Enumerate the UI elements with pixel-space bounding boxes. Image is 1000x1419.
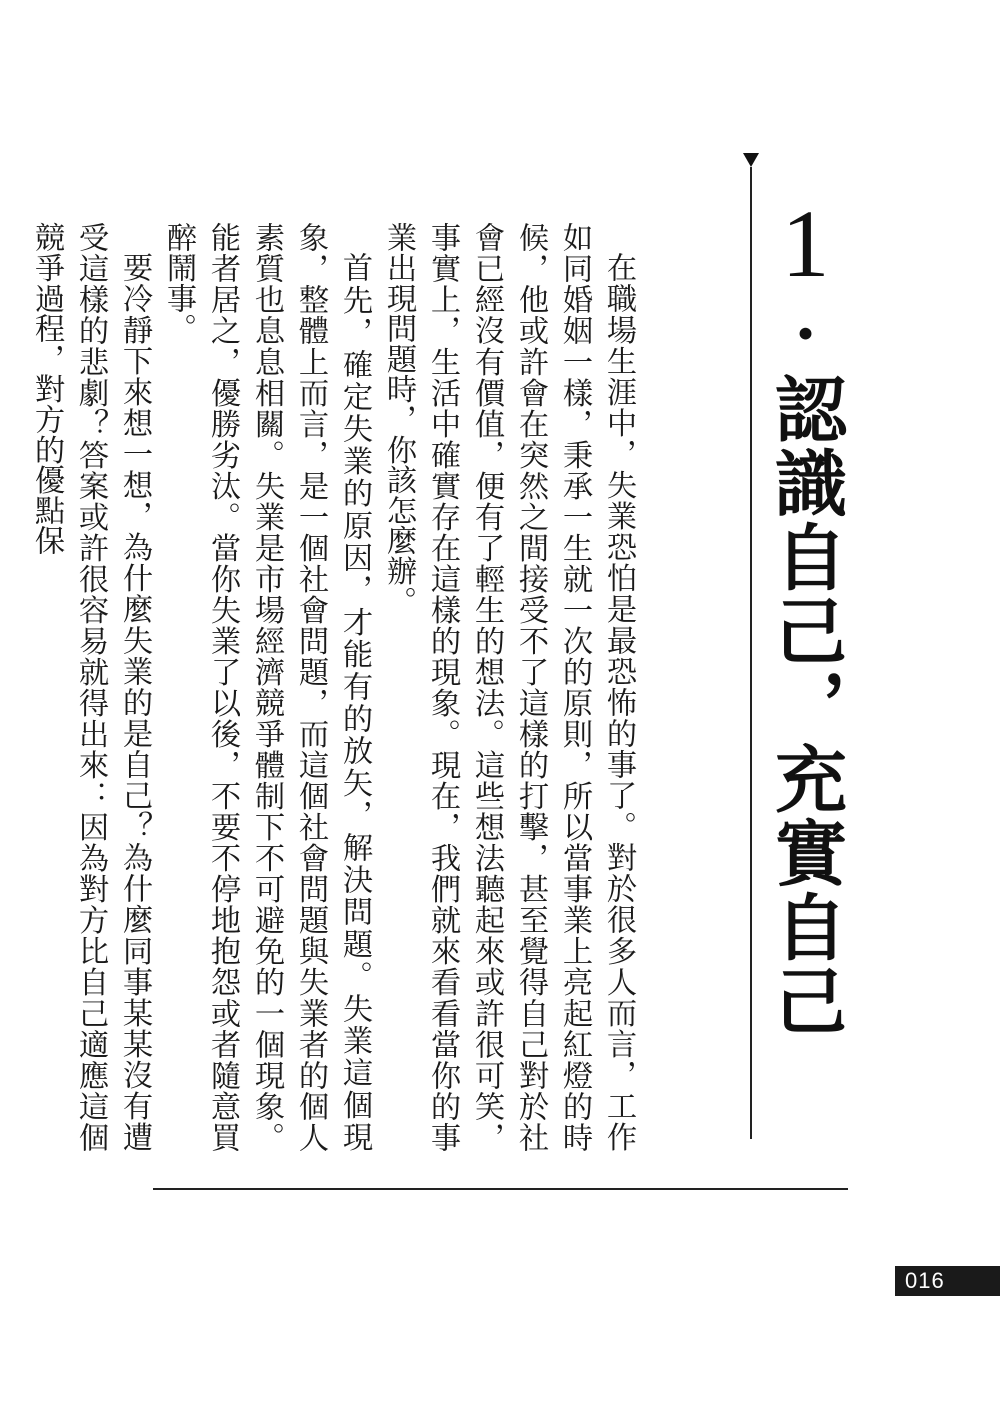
chapter-separator: ·: [768, 297, 843, 372]
body-text: [24, 222, 640, 1152]
heading-vertical-rule: [750, 167, 752, 1139]
paragraph-1: 在職場生涯中，失業恐怕是最恐怖的事了。對於很多人而言，工作如同婚姻一樣，秉承一生就一次的原則，所以當事業上亮起紅燈的時候，他或許會在突然之間接受不了這樣的打擊，甚至覺得自己對於社會已經沒有價值，便有了輕生的想法。這些想法聽起來或許很可笑，事實上，生活中確實存在這樣的現象。現在，我們就來看看當你的事業出現問題時，你該怎麼辦。: [381, 222, 636, 1152]
paragraph-3: 要冷靜下來想一想，為什麼失業的是自己？為什麼同事某某沒有遭受這樣的悲劇？答案或許很容易就得出來：因為對方比自己適應這個競爭過程，對方的優點保: [29, 222, 152, 1152]
footer-horizontal-rule: [153, 1188, 848, 1190]
chapter-number: 1: [752, 190, 859, 297]
chapter-heading: [752, 190, 859, 1038]
heading-marker-triangle-icon: [743, 153, 759, 167]
chapter-title: 認識自己，充實自己: [763, 372, 848, 1038]
page-number-badge: 016: [895, 1266, 1000, 1296]
paragraph-2: 首先，確定失業的原因，才能有的放矢，解決問題。失業這個現象，整體上而言，是一個社會問題，而這個社會問題與失業者的個人素質也息息相關。失業是市場經濟競爭體制下不可避免的一個現象。能者居之，優勝劣汰。當你失業了以後，不要不停地抱怨或者隨意買醉鬧事。: [161, 222, 372, 1152]
